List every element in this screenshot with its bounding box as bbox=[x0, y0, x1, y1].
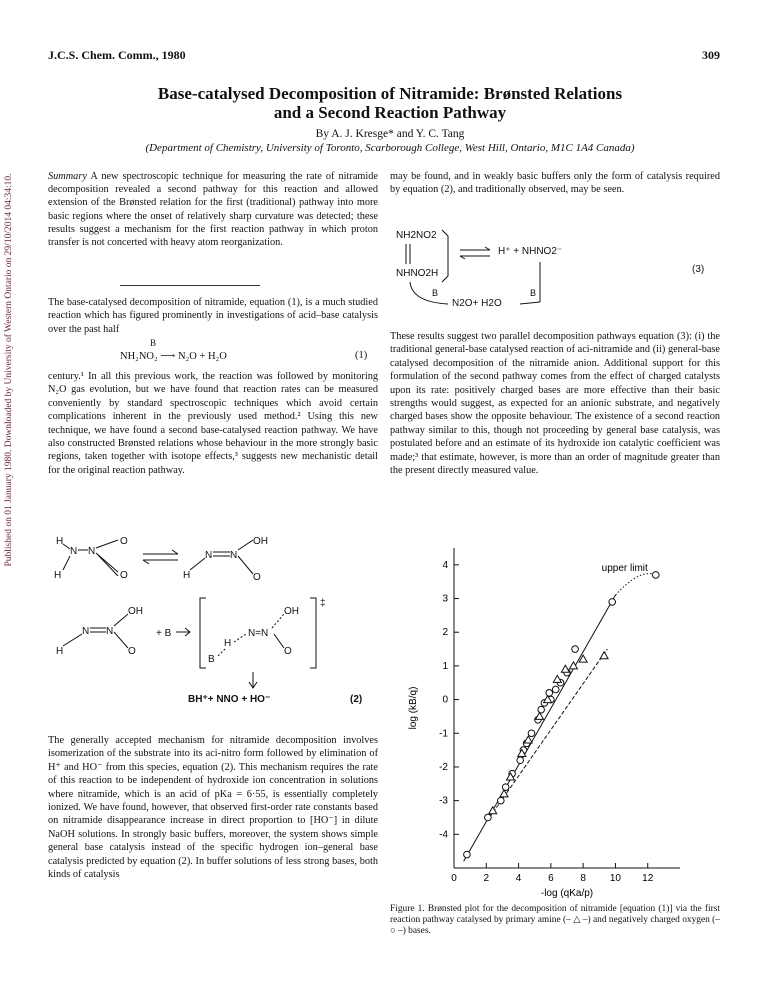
authors: By A. J. Kresge* and Y. C. Tang bbox=[315, 128, 465, 140]
x-tick-label: 10 bbox=[609, 873, 621, 884]
x-tick-label: 6 bbox=[548, 873, 554, 884]
svg-text:N: N bbox=[88, 546, 96, 557]
svg-text:+ B: + B bbox=[156, 628, 172, 639]
svg-text:B: B bbox=[208, 654, 215, 665]
download-note: Published on 01 January 1980. Downloaded by University of Western Ontario on 29/10/2014 04:34:10. bbox=[4, 173, 14, 567]
y-tick-label: -3 bbox=[439, 795, 448, 807]
x-tick-label: 2 bbox=[483, 873, 490, 884]
svg-text:H: H bbox=[54, 570, 62, 581]
upper-limit-annotation: upper limit bbox=[601, 562, 648, 574]
y-tick-label: 0 bbox=[442, 694, 448, 706]
equation-1-number: (1) bbox=[355, 350, 368, 361]
circle-point bbox=[502, 784, 509, 791]
svg-text:N: N bbox=[230, 550, 238, 561]
svg-text:O: O bbox=[284, 646, 292, 657]
circle-point bbox=[528, 730, 535, 737]
download-sidebar bbox=[0, 70, 20, 670]
x-tick-label: 12 bbox=[642, 873, 654, 884]
journal-header: J.C.S. Chem. Comm., 1980 bbox=[48, 48, 186, 62]
eq3-number: (3) bbox=[692, 264, 705, 275]
figure-caption: Figure 1. Brønsted plot for the decomposition of nitramide [equation (1)] via the first reaction pathway catalysed by primary amine (– △ –) and negatively charged oxygen (– ○ –) bases. bbox=[390, 904, 720, 936]
svg-text:O: O bbox=[253, 572, 261, 583]
triangle-point bbox=[561, 665, 569, 672]
svg-text:OH: OH bbox=[284, 606, 299, 617]
svg-text:H: H bbox=[56, 646, 64, 657]
summary bbox=[48, 170, 378, 249]
triangle-point bbox=[489, 807, 497, 814]
eq2-number: (2) bbox=[350, 694, 363, 705]
affiliation: (Department of Chemistry, University of Toronto, Scarborough College, West Hill, Ontario, M1C 1A4 Canada) bbox=[145, 142, 635, 154]
equation-2-scheme bbox=[48, 530, 378, 710]
eq3-anion: H⁺ + NHNO2⁻ bbox=[498, 246, 563, 257]
equation-1: NH₂NO₂ ⟶ N₂O + H₂O bbox=[120, 351, 227, 362]
eq3-products: N2O+ H2O bbox=[452, 298, 502, 309]
svg-text:H: H bbox=[224, 638, 232, 649]
circle-fit-line bbox=[464, 595, 616, 861]
left-paragraph-2: century.¹ In all this previous work, the reaction was followed by monitoring N₂O gas evolution, but we have found that reaction rates can be measured conveniently by standard spectroscopic techniques which avoid certain complications inherent in the previously used method.² Using this new technique, we have found a second base-catalysed reaction pathway. We have also constructed Brønsted relations whose behaviour in the more strongly basic regions, taken together with isotope effects,³ suggests new mechanistic detail for the original reaction pathway. bbox=[48, 371, 378, 476]
eq2-products: BH⁺+ NNO + HO⁻ bbox=[188, 694, 271, 705]
svg-text:N: N bbox=[106, 626, 114, 637]
circle-point bbox=[609, 599, 616, 606]
circle-point bbox=[517, 757, 524, 764]
y-tick-label: 4 bbox=[442, 559, 448, 571]
triangle-point bbox=[600, 652, 608, 659]
circle-point bbox=[552, 686, 559, 693]
eq3-base-1: B bbox=[432, 288, 439, 298]
x-tick-label: 0 bbox=[451, 873, 457, 884]
curvature-dotted-line bbox=[615, 574, 655, 596]
title-line-2: and a Second Reaction Pathway bbox=[273, 103, 507, 122]
svg-text:N: N bbox=[70, 546, 78, 557]
circle-point bbox=[464, 851, 471, 858]
y-axis-label: log (kB/q) bbox=[408, 686, 419, 730]
y-tick-label: 1 bbox=[442, 660, 448, 672]
svg-text:OH: OH bbox=[128, 606, 143, 617]
svg-text:O: O bbox=[120, 570, 128, 581]
svg-text:‡: ‡ bbox=[320, 598, 326, 609]
y-tick-label: -4 bbox=[439, 829, 448, 841]
summary-text: A new spectroscopic technique for measuring the rate of nitramide decomposition revealed a second pathway for this reaction and allowed extension of the Brønsted relation for the first (traditional) pathway into more basic regions where the onset of relatively sharp curvature was detected; these results suggest a mechanism for the first reaction pathway in which proton transfer is not concerted with heavy atom reorganization. bbox=[48, 171, 378, 249]
upper-limit-point bbox=[652, 572, 659, 579]
eq3-arrows bbox=[390, 226, 690, 316]
summary-label: Summary bbox=[48, 171, 87, 182]
svg-text:O: O bbox=[120, 536, 128, 547]
circle-point bbox=[485, 814, 492, 821]
title-line-1: Base-catalysed Decomposition of Nitramide: Brønsted Relations bbox=[157, 84, 623, 103]
equation-3 bbox=[390, 226, 720, 316]
svg-text:H: H bbox=[56, 536, 64, 547]
triangle-point bbox=[536, 712, 544, 719]
eq3-nitramide: NH2NO2 bbox=[396, 230, 437, 241]
triangle-fit-line bbox=[490, 649, 608, 817]
summary-rule bbox=[120, 285, 260, 286]
circle-point bbox=[572, 646, 579, 653]
x-tick-label: 4 bbox=[515, 873, 522, 884]
eq3-aci-nitramide: NHNO2H bbox=[396, 268, 439, 279]
left-paragraph-1: The base-catalysed decomposition of nitramide, equation (1), is a much studied reaction which has figured prominently in investigations of acid–base catalysis over the past half bbox=[48, 297, 378, 335]
circle-point bbox=[538, 706, 545, 713]
article-title bbox=[80, 84, 700, 122]
eq1-catalyst: B bbox=[150, 338, 157, 348]
svg-text:O: O bbox=[128, 646, 136, 657]
x-tick-label: 8 bbox=[580, 873, 586, 884]
right-paragraph-1: may be found, and in weakly basic buffers only the form of catalysis required by equation (2), and traditionally observed, may be seen. bbox=[390, 171, 720, 196]
y-tick-label: 2 bbox=[442, 627, 448, 639]
x-axis-label: -log (qKa/p) bbox=[540, 888, 594, 899]
page-number: 309 bbox=[702, 48, 720, 62]
triangle-point bbox=[500, 790, 508, 797]
svg-text:N: N bbox=[82, 626, 90, 637]
svg-text:H: H bbox=[183, 570, 191, 581]
triangle-point bbox=[553, 675, 561, 682]
eq3-base-2: B bbox=[530, 288, 537, 298]
svg-text:N=N: N=N bbox=[248, 628, 269, 639]
svg-text:OH: OH bbox=[253, 536, 268, 547]
svg-text:N: N bbox=[205, 550, 213, 561]
y-tick-label: -1 bbox=[439, 728, 448, 740]
y-tick-label: -2 bbox=[439, 761, 448, 773]
left-paragraph-3: The generally accepted mechanism for nitramide decomposition involves isomerization of the substrate into its aci-nitro form followed by elimination of H⁺ and HO⁻ from this species, equation (2). This mechanism requires the rate of this reaction to be independent of hydroxide ion concentration in solutions where nitramide, which is an acid of pKa = 6·55, is essentially completely ionized. We have found, however, that observed first-order rate constants based on nitramide disappearance increase in direct proportion to [HO⁻] in dilute NaOH solutions. In strongly basic buffers, moreover, the system shows simple general base catalysis instead of the specific hydrogen ion–general base catalysis predicted by equation (2). In buffer solutions of less strong bases, both kinds of catalysis bbox=[48, 735, 378, 881]
triangle-point bbox=[524, 736, 532, 743]
right-paragraph-2: These results suggest two parallel decomposition pathways equation (3): (i) the traditional general-base catalysed reaction of aci-nitramide and (ii) general-base catalysed decomposition of the nitramide anion. Additional support for this formulation of the second pathway comes from the effect of charged catalysts upon its rate: positively charged bases are more effective than their basic strengths would suggest, as expected for an anionic substrate, and negatively charged bases show the opposite behaviour. The existence of a second reaction pathway similar to this, though not proceeding by general base catalysis, was postulated before and an estimate of its hydroxide ion catalytic coefficient was made;³ that estimate, however, is more than an order of magnitude greater than the present directly measured value. bbox=[390, 331, 720, 477]
y-tick-label: 3 bbox=[442, 593, 448, 605]
bronsted-plot bbox=[390, 530, 720, 900]
circle-point bbox=[498, 797, 505, 804]
circle-point bbox=[546, 690, 553, 697]
